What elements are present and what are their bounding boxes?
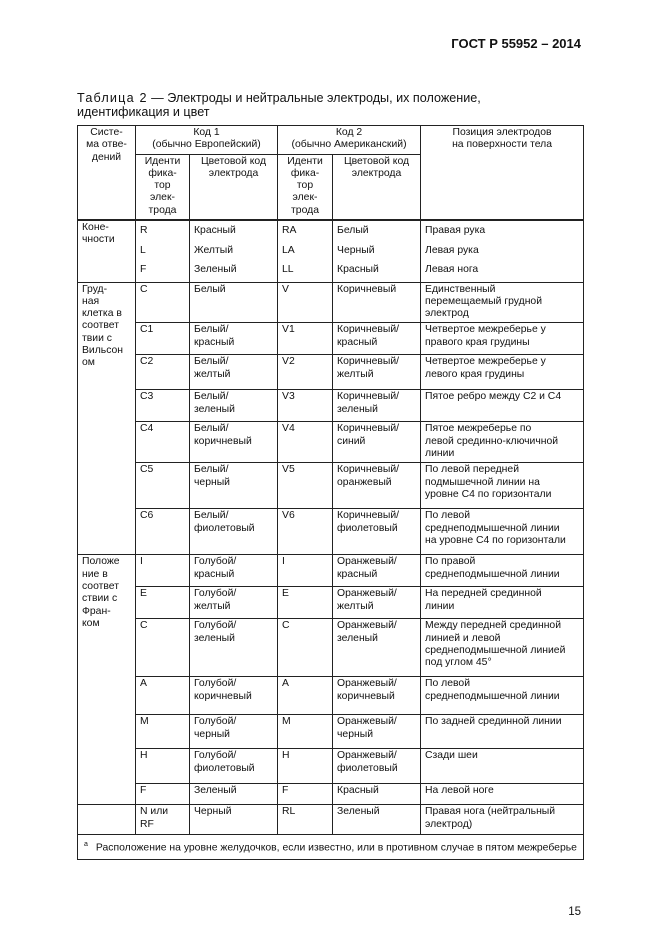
chest-color1-cell: Белый/ фиолетовый <box>190 509 278 555</box>
page-number: 15 <box>568 906 581 918</box>
chest-color2-cell: Коричневый <box>333 282 421 323</box>
frank-row <box>78 587 584 619</box>
chest-position-cell: Пятое ребро между С2 и С4 <box>421 390 584 422</box>
chest-id2-cell: V4 <box>278 422 333 463</box>
frank-id2-cell: H <box>278 749 333 784</box>
footnote-text: Расположение на уровне желудочков, если известно, или в противном случае в пятом межреберье <box>95 842 577 854</box>
frank-position-cell: По левой среднеподмышечной линии <box>421 677 584 715</box>
chest-position-cell: Пятое межреберье по левой срединно-ключичной линии <box>421 422 584 463</box>
limb-row <box>78 220 584 282</box>
footnote <box>78 835 584 859</box>
frank-color2-cell: Оранжевый/ фиолетовый <box>333 749 421 784</box>
chest-id2-cell: V5 <box>278 463 333 509</box>
frank-position-cell: На левой ноге <box>421 784 584 805</box>
frank-id1-cell: M <box>136 715 190 749</box>
neutral-position-cell: Правая нога (нейтральный электрод) <box>421 805 584 835</box>
column-header-color1: Цветовой код электрода <box>190 154 278 220</box>
frank-position-cell: Между передней срединной линией и левой среднеподмышечной линией под углом 45° <box>421 619 584 677</box>
column-header-id1: Иденти фика- тор элек- трода <box>136 154 190 220</box>
group-label-limbs: Коне- чности <box>78 220 136 282</box>
table-header-row <box>78 126 584 155</box>
chest-color2-cell: Коричневый/ красный <box>333 323 421 355</box>
table-caption-text: — Электроды и нейтральные электроды, их положение, идентификация и цвет <box>77 91 481 119</box>
frank-row <box>78 555 584 587</box>
group-label-frank: Положе ние в соответ ствии с Фран- ком <box>78 555 136 805</box>
frank-position-cell: По правой среднеподмышечной линии <box>421 555 584 587</box>
frank-color2-cell: Оранжевый/ желтый <box>333 587 421 619</box>
chest-color2-cell: Коричневый/ желтый <box>333 355 421 390</box>
chest-row <box>78 509 584 555</box>
frank-id2-cell: I <box>278 555 333 587</box>
frank-color2-cell: Оранжевый/ черный <box>333 715 421 749</box>
frank-color2-cell: Оранжевый/ зеленый <box>333 619 421 677</box>
chest-id1-cell: C1 <box>136 323 190 355</box>
chest-position-cell: По левой передней подмышечной линии на уровне С4 по горизонтали <box>421 463 584 509</box>
chest-id2-cell: V <box>278 282 333 323</box>
frank-row <box>78 677 584 715</box>
neutral-color1-cell: Черный <box>190 805 278 835</box>
frank-row <box>78 619 584 677</box>
chest-position-cell: Четвертое межреберье у левого края грудины <box>421 355 584 390</box>
column-header-position: Позиция электродов на поверхности тела <box>421 126 584 221</box>
frank-color2-cell: Оранжевый/ коричневый <box>333 677 421 715</box>
chest-id1-cell: C5 <box>136 463 190 509</box>
frank-id1-cell: I <box>136 555 190 587</box>
group-label-chest: Груд- ная клетка в соответ твии с Вильсон ом <box>78 282 136 555</box>
neutral-id1-cell: N или RF <box>136 805 190 835</box>
chest-id1-cell: C3 <box>136 390 190 422</box>
chest-color1-cell: Белый <box>190 282 278 323</box>
electrodes-table <box>77 125 584 860</box>
frank-color1-cell: Голубой/ красный <box>190 555 278 587</box>
frank-id2-cell: F <box>278 784 333 805</box>
chest-position-cell: Единственный перемещаемый грудной электрод <box>421 282 584 323</box>
chest-row <box>78 422 584 463</box>
neutral-color2-cell: Зеленый <box>333 805 421 835</box>
document-header: ГОСТ Р 55952 – 2014 <box>451 36 581 51</box>
frank-id2-cell: C <box>278 619 333 677</box>
footnote-marker: a <box>84 841 88 849</box>
chest-row <box>78 323 584 355</box>
chest-position-cell: По левой среднеподмышечной линии на уровне С4 по горизонтали <box>421 509 584 555</box>
chest-id2-cell: V2 <box>278 355 333 390</box>
chest-color2-cell: Коричневый/ фиолетовый <box>333 509 421 555</box>
column-header-code2: Код 2 (обычно Американский) <box>278 126 421 155</box>
chest-color1-cell: Белый/ красный <box>190 323 278 355</box>
frank-color1-cell: Голубой/ желтый <box>190 587 278 619</box>
chest-row <box>78 463 584 509</box>
frank-color1-cell: Голубой/ зеленый <box>190 619 278 677</box>
chest-color1-cell: Белый/ зеленый <box>190 390 278 422</box>
chest-color2-cell: Коричневый/ синий <box>333 422 421 463</box>
chest-id1-cell: C6 <box>136 509 190 555</box>
table-caption-lead: Таблица 2 <box>77 91 148 105</box>
chest-id2-cell: V6 <box>278 509 333 555</box>
frank-id1-cell: F <box>136 784 190 805</box>
neutral-id2-cell: RL <box>278 805 333 835</box>
table-caption <box>77 91 577 119</box>
frank-color2-cell: Оранжевый/ красный <box>333 555 421 587</box>
frank-position-cell: На передней срединной линии <box>421 587 584 619</box>
chest-color2-cell: Коричневый/ оранжевый <box>333 463 421 509</box>
chest-row <box>78 390 584 422</box>
frank-color2-cell: Красный <box>333 784 421 805</box>
limb-id2-cell: RA LA LL <box>278 220 333 282</box>
frank-color1-cell: Зеленый <box>190 784 278 805</box>
frank-id2-cell: M <box>278 715 333 749</box>
frank-row <box>78 749 584 784</box>
chest-id2-cell: V3 <box>278 390 333 422</box>
chest-row <box>78 282 584 323</box>
frank-color1-cell: Голубой/ черный <box>190 715 278 749</box>
frank-id2-cell: E <box>278 587 333 619</box>
frank-id2-cell: A <box>278 677 333 715</box>
footnote-row <box>78 835 584 859</box>
frank-color1-cell: Голубой/ коричневый <box>190 677 278 715</box>
chest-color1-cell: Белый/ желтый <box>190 355 278 390</box>
frank-id1-cell: A <box>136 677 190 715</box>
limb-color2-cell: Белый Черный Красный <box>333 220 421 282</box>
chest-id1-cell: C <box>136 282 190 323</box>
chest-color2-cell: Коричневый/ зеленый <box>333 390 421 422</box>
limb-color1-cell: Красный Желтый Зеленый <box>190 220 278 282</box>
group-label-empty <box>78 805 136 835</box>
chest-id2-cell: V1 <box>278 323 333 355</box>
chest-position-cell: Четвертое межреберье у правого края грудины <box>421 323 584 355</box>
frank-position-cell: По задней срединной линии <box>421 715 584 749</box>
frank-id1-cell: H <box>136 749 190 784</box>
neutral-row <box>78 805 584 835</box>
frank-id1-cell: E <box>136 587 190 619</box>
column-header-id2: Иденти фика- тор элек- трода <box>278 154 333 220</box>
column-header-color2: Цветовой код электрода <box>333 154 421 220</box>
limb-id1-cell: R L F <box>136 220 190 282</box>
chest-row <box>78 355 584 390</box>
column-header-code1: Код 1 (обычно Европейский) <box>136 126 278 155</box>
frank-position-cell: Сзади шеи <box>421 749 584 784</box>
limb-position-cell: Правая рука Левая рука Левая нога <box>421 220 584 282</box>
frank-row <box>78 784 584 805</box>
chest-id1-cell: C2 <box>136 355 190 390</box>
frank-id1-cell: C <box>136 619 190 677</box>
column-header-system: Систе- ма отве- дений <box>78 126 136 221</box>
frank-color1-cell: Голубой/ фиолетовый <box>190 749 278 784</box>
chest-id1-cell: C4 <box>136 422 190 463</box>
chest-color1-cell: Белый/ коричневый <box>190 422 278 463</box>
frank-row <box>78 715 584 749</box>
chest-color1-cell: Белый/ черный <box>190 463 278 509</box>
